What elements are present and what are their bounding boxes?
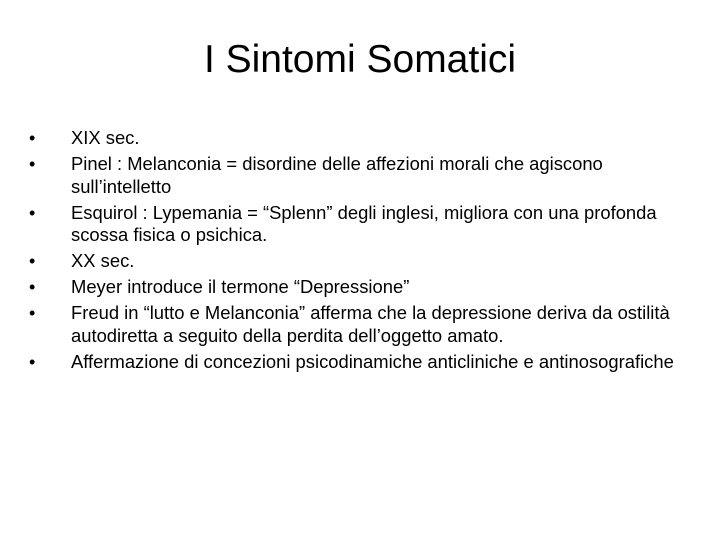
bullet-list — [28, 127, 688, 377]
bullet-text: Affermazione di concezioni psicodinamiche anticliniche e antinosografiche — [71, 351, 674, 373]
bullet-item — [28, 351, 688, 374]
bullet-item — [28, 302, 688, 347]
slide-title: I Sintomi Somatici — [203, 38, 517, 81]
bullet-icon: • — [29, 352, 36, 373]
bullet-item — [28, 202, 688, 247]
bullet-text: Pinel : Melanconia = disordine delle affezioni morali che agiscono sull’intelletto — [71, 153, 603, 197]
bullet-item — [28, 153, 688, 198]
bullet-text: Meyer introduce il termone “Depressione” — [71, 276, 410, 298]
bullet-text: Esquirol : Lypemania = “Splenn” degli inglesi, migliora con una profonda scossa fisica o psichica. — [71, 201, 657, 246]
bullet-item — [28, 250, 688, 273]
bullet-icon: • — [29, 202, 36, 223]
bullet-item — [28, 127, 688, 150]
bullet-icon: • — [29, 277, 36, 298]
bullet-item — [28, 276, 688, 299]
bullet-text: XIX sec. — [71, 127, 140, 148]
bullet-icon: • — [29, 128, 36, 148]
bullet-icon: • — [29, 303, 36, 324]
bullet-icon: • — [29, 154, 36, 175]
bullet-text: Freud in “lutto e Melanconia” afferma che la depressione deriva da ostilità autodiretta a seguito della perdita dell’oggetto amato. — [71, 302, 670, 346]
bullet-icon: • — [29, 251, 36, 272]
bullet-text: XX sec. — [71, 250, 135, 272]
